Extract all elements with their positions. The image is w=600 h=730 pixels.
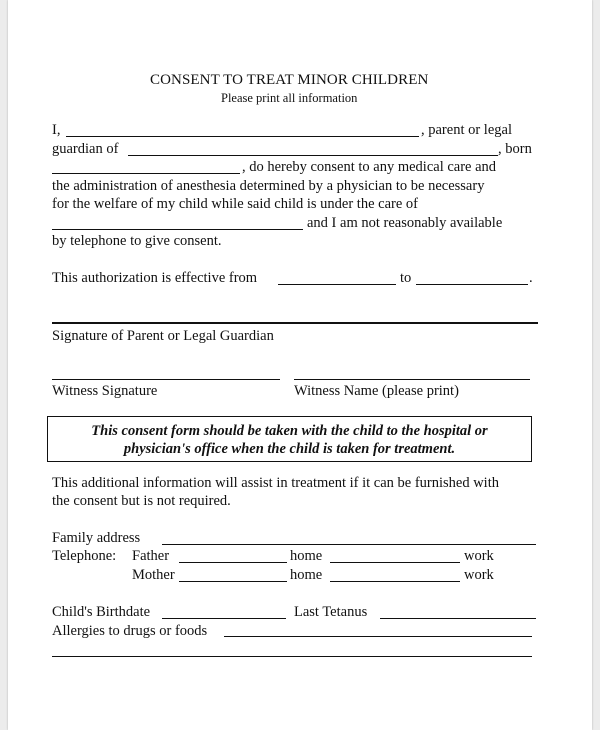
- effective-to-field[interactable]: [416, 284, 528, 285]
- last-tetanus-label: Last Tetanus: [294, 604, 368, 620]
- mother-work-label: work: [464, 567, 494, 583]
- father-label: Father: [132, 548, 170, 564]
- treatment-notice-box: [47, 416, 532, 462]
- authorization-period: .: [529, 270, 533, 286]
- child-birthdate-label: Child's Birthdate: [52, 604, 151, 620]
- mother-label: Mother: [132, 567, 175, 583]
- parent-legal-label: , parent or legal: [421, 122, 512, 138]
- caregiver-name-field[interactable]: [52, 229, 303, 230]
- effective-from-field[interactable]: [278, 284, 396, 285]
- consent-i-label: I,: [52, 122, 61, 138]
- guardian-of-label: guardian of: [52, 141, 119, 157]
- parent-name-field[interactable]: [66, 136, 419, 137]
- witness-name-field[interactable]: [294, 379, 530, 380]
- family-address-label: Family address: [52, 530, 141, 546]
- allergies-label: Allergies to drugs or foods: [52, 623, 208, 639]
- child-birthdate-field[interactable]: [162, 618, 286, 619]
- mother-home-label: home: [290, 567, 323, 583]
- consent-line-7: by telephone to give consent.: [52, 233, 222, 249]
- page-title: CONSENT TO TREAT MINOR CHILDREN: [150, 72, 429, 88]
- father-home-label: home: [290, 548, 323, 564]
- mother-work-phone-field[interactable]: [330, 581, 460, 582]
- consent-line-4: the administration of anesthesia determined by a physician to be necessary: [52, 178, 485, 194]
- child-born-date-field[interactable]: [52, 173, 240, 174]
- family-address-field[interactable]: [162, 544, 536, 545]
- allergies-continuation-field[interactable]: [52, 656, 532, 657]
- page-subtitle: Please print all information: [221, 91, 358, 105]
- parent-signature-label: Signature of Parent or Legal Guardian: [52, 328, 274, 344]
- consent-line-5: for the welfare of my child while said child is under the care of: [52, 196, 418, 212]
- last-tetanus-field[interactable]: [380, 618, 536, 619]
- consent-line-3: , do hereby consent to any medical care and: [242, 159, 497, 175]
- notice-line-2: physician's office when the child is taken for treatment.: [123, 441, 456, 457]
- additional-info-line-2: the consent but is not required.: [52, 493, 231, 509]
- born-label: , born: [498, 141, 532, 157]
- allergies-field[interactable]: [224, 636, 532, 637]
- consent-line-6: and I am not reasonably available: [307, 215, 503, 231]
- authorization-label: This authorization is effective from: [52, 270, 258, 286]
- additional-info-line-1: This additional information will assist in treatment if it can be furnished with: [52, 475, 499, 491]
- witness-signature-field[interactable]: [52, 379, 280, 380]
- witness-signature-label: Witness Signature: [52, 383, 158, 399]
- father-home-phone-field[interactable]: [179, 562, 287, 563]
- document-page: [8, 0, 592, 730]
- telephone-label: Telephone:: [52, 548, 117, 564]
- father-work-phone-field[interactable]: [330, 562, 460, 563]
- authorization-to-label: to: [400, 270, 412, 286]
- child-name-field[interactable]: [128, 155, 498, 156]
- father-work-label: work: [464, 548, 494, 564]
- witness-name-label: Witness Name (please print): [294, 383, 459, 399]
- parent-signature-field[interactable]: [52, 322, 538, 324]
- mother-home-phone-field[interactable]: [179, 581, 287, 582]
- notice-line-1: This consent form should be taken with the child to the hospital or: [91, 423, 488, 439]
